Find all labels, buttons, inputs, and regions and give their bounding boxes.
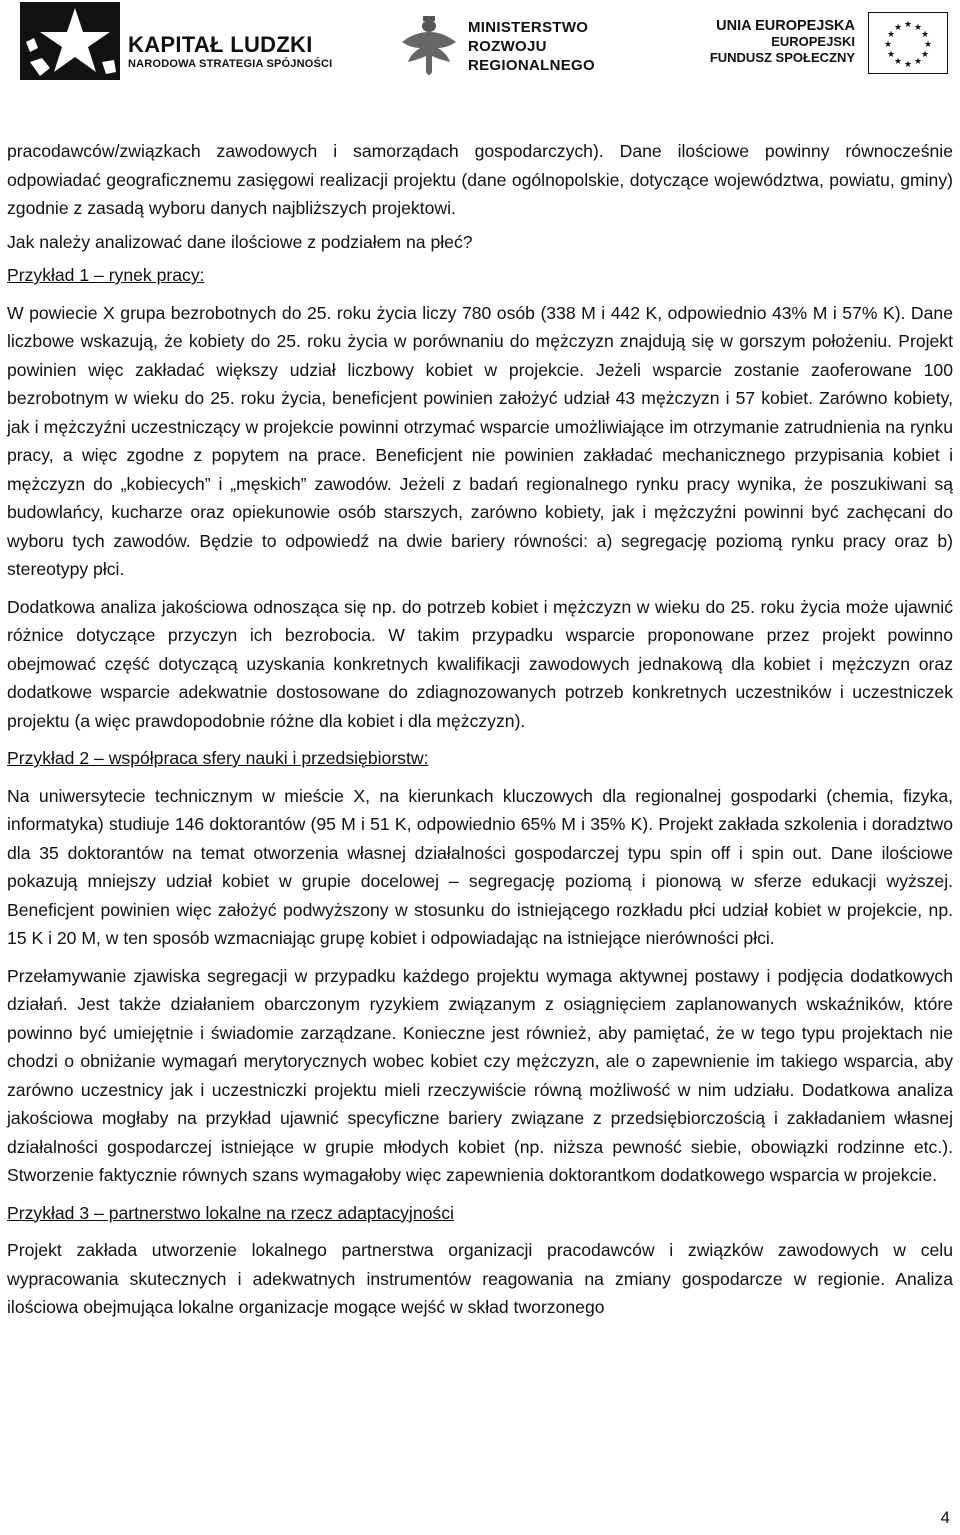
example-1-heading: Przykład 1 – rynek pracy: <box>7 265 205 285</box>
paragraph-example-1: W powiecie X grupa bezrobotnych do 25. roku życia liczy 780 osób (338 M i 442 K, odpowiednio 43% M i 57% K). Dane liczbowe wskazują, że kobiety do 25. roku życia w porównaniu do mężczyzn znajdują się w gorszym położeniu. Projekt powinien więc zakładać większy udział liczbowy kobiet w projekcie. Jeżeli wsparcie zostanie zaoferowane 100 bezrobotnym w wieku do 25. roku życia, beneficjent powinien założyć udział 43 mężczyzn i 57 kobiet. Zarówno kobiety, jak i mężczyźni uczestniczący w projekcie powinni otrzymać wsparcie umożliwiające im otrzymanie zatrudnienia na rynku pracy, a więc zgodne z popytem na prace. Beneficjent nie powinien zakładać mechanicznego przypisania kobiet i mężczyzn do „kobiecych” i „męskich” zawodów. Jeżeli z badań regionalnego rynku pracy wynika, że poszukiwani są budowlańcy, kucharze oraz opiekunowie osób starszych, zarówno kobiety, jak i mężczyźni powinni być zachęcani do wyboru tych zawodów. Będzie to odpowiedź na dwie bariery równości: a) segregację poziomą rynku pracy oraz b) stereotypy płci. <box>7 302 953 579</box>
svg-text:★: ★ <box>886 50 896 60</box>
svg-text:★: ★ <box>923 40 933 50</box>
question-heading: Jak należy analizować dane ilościowe z podziałem na płeć? <box>7 231 473 252</box>
paragraph-intro: pracodawców/związkach zawodowych i samorządach gospodarczych). Dane ilościowe powinny równocześnie odpowiadać geograficznemu zasięgowi realizacji projektu (dane ogólnopolskie, dotyczące województwa, powiatu, gminy) zgodnie z zasadą wyboru danych najbliższych projektowi. <box>7 141 953 218</box>
paragraph-segregation: Przełamywanie zjawiska segregacji w przypadku każdego projektu wymaga aktywnej postawy i podjęcia dodatkowych działań. Jest także działaniem obarczonym ryzykiem związanym z osiągnięciem zaplanowanych wskaźników, które powinno być umiejętnie i świadomie zarządzane. Konieczne jest również, aby pamiętać, że w tego typu projektach nie chodzi o obniżanie wymagań merytorycznych wobec kobiet czy mężczyzn, ale o zapewnienie im takiego wsparcia, aby zarówno uczestnicy jak i uczestniczki projektu mieli rzeczywiście równą możliwość w nim udziału. Dodatkowa analiza jakościowa mogłaby na przykład ujawnić specyficzne bariery związane z przedsiębiorczością i zakładaniem własnej działalności gospodarczej istniejące w grupie młodych kobiet (np. niższa pewność siebie, obowiązki rodzinne etc.). Stworzenie faktycznie równych szans wymagałoby więc zapewnienia doktorantkom dodatkowego wsparcia w projekcie. <box>7 965 953 1185</box>
svg-text:★: ★ <box>920 50 930 60</box>
eu-flag-icon <box>868 12 948 74</box>
svg-text:★: ★ <box>913 23 923 33</box>
kapital-ludzki-title: KAPITAŁ LUDZKI <box>128 32 313 57</box>
page-number: 4 <box>940 1508 950 1527</box>
example-3-heading: Przykład 3 – partnerstwo lokalne na rzecz adaptacyjności <box>7 1202 454 1223</box>
ministry-line-3: REGIONALNEGO <box>468 57 595 74</box>
ministry-line-2: ROZWOJU <box>468 38 547 55</box>
svg-text:★: ★ <box>893 57 903 67</box>
svg-text:★: ★ <box>893 23 903 33</box>
svg-text:★: ★ <box>903 60 913 70</box>
eu-line-2: EUROPEJSKI <box>771 34 855 49</box>
paragraph-qualitative-analysis: Dodatkowa analiza jakościowa odnosząca się np. do potrzeb kobiet i mężczyzn w wieku do 25. roku życia może ujawnić różnice dotyczące przyczyn ich bezrobocia. W takim przypadku wsparcie proponowane przez projekt powinno obejmować część dotyczącą uzyskania konkretnych kwalifikacji zawodowych jednakową dla kobiet i mężczyzn oraz dodatkowe wsparcie adekwatnie dostosowane do zdiagnozowanych potrzeb konkretnych uczestników i uczestniczek projektu (a więc prawdopodobnie różne dla kobiet i dla mężczyzn). <box>7 596 953 731</box>
eu-line-1: UNIA EUROPEJSKA <box>716 18 855 34</box>
svg-text:★: ★ <box>903 20 913 30</box>
page-header <box>0 0 960 110</box>
eu-line-3: FUNDUSZ SPOŁECZNY <box>709 50 855 65</box>
eu-text <box>700 18 855 66</box>
eu-logo <box>700 10 950 80</box>
kapital-ludzki-subtitle: NARODOWA STRATEGIA SPÓJNOŚCI <box>128 58 333 70</box>
svg-text:★: ★ <box>883 40 893 50</box>
svg-text:★: ★ <box>913 57 923 67</box>
kapital-ludzki-logo <box>20 2 333 80</box>
eagle-emblem-icon <box>398 12 460 80</box>
ministry-logo <box>398 12 598 82</box>
example-2-heading: Przykład 2 – współpraca sfery nauki i przedsiębiorstw: <box>7 748 429 768</box>
svg-text:★: ★ <box>920 30 930 40</box>
paragraph-example-3: Projekt zakłada utworzenie lokalnego partnerstwa organizacji pracodawców i związków zawodowych w celu wypracowania skutecznych i adekwatnych instrumentów reagowania na zmiany gospodarcze w regionie. Analiza ilościowa obejmująca lokalne organizacje mogące wejść w skład tworzonego <box>7 1240 953 1317</box>
ministry-name <box>468 18 595 75</box>
svg-text:★: ★ <box>886 30 896 40</box>
document-body <box>7 137 953 1322</box>
ministry-line-1: MINISTERSTWO <box>468 19 589 36</box>
kapital-ludzki-star-icon <box>20 2 125 82</box>
paragraph-example-2: Na uniwersytecie technicznym w mieście X, na kierunkach kluczowych dla regionalnej gospodarki (chemia, fizyka, informatyka) studiuje 146 doktorantów (95 M i 51 K, odpowiednio 65% M i 35% K). Projekt zakłada szkolenia i doradztwo dla 35 doktorantów na temat otworzenia własnej działalności gospodarczej typu spin off i spin out. Dane ilościowe pokazują mniejszy udział kobiet w grupie docelowej – segregację poziomą i pionową w sferze edukacji wyższej. Beneficjent powinien więc założyć podwyższony w stosunku do istniejącego rozkładu płci udział kobiet w projekcie, np. 15 K i 20 M, w ten sposób wzmacniając grupę kobiet i odpowiadając na istniejące nierówności płci. <box>7 785 953 948</box>
